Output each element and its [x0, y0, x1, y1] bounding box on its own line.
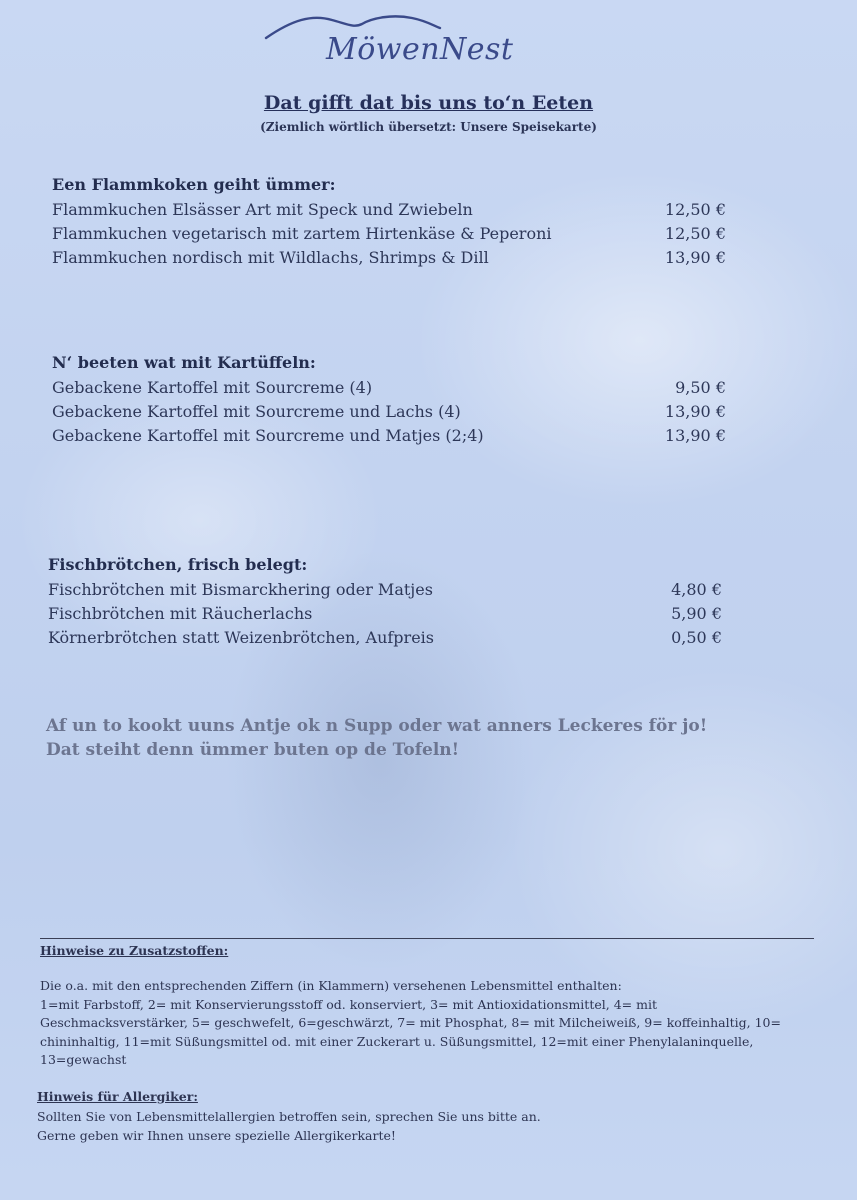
page-title: Dat gifft dat bis uns to‘n Eeten [263, 92, 594, 114]
additives-line: 1=mit Farbstoff, 2= mit Konservierungsstoff od. konserviert, 3= mit Antioxidationsmittel, 4= mit [40, 996, 657, 1012]
menu-item [48, 626, 738, 650]
menu-item-name: Gebackene Kartoffel mit Sourcreme (4) [52, 378, 373, 397]
additives-text [40, 977, 815, 1070]
divider [40, 938, 814, 939]
menu-item-price: 5,90 € [671, 604, 722, 623]
menu-item-name: Flammkuchen nordisch mit Wildlachs, Shrimps & Dill [52, 248, 489, 267]
brand-name: MöwenNest [326, 32, 514, 67]
section-heading: Fischbrötchen, frisch belegt: [48, 555, 308, 574]
menu-item-name: Gebackene Kartoffel mit Sourcreme und Matjes (2;4) [52, 426, 484, 445]
menu-item [52, 198, 742, 222]
menu-item [52, 246, 742, 270]
additives-line: 13=gewachst [40, 1052, 127, 1067]
menu-item-price: 13,90 € [664, 426, 726, 445]
additives-line: Die o.a. mit den entsprechenden Ziffern (in Klammern) versehenen Lebensmittel enthalten: [40, 978, 622, 993]
menu-item-price: 0,50 € [671, 628, 722, 647]
menu-item-price: 12,50 € [664, 224, 726, 243]
allergy-text [37, 1108, 817, 1145]
allergy-line: Sollten Sie von Lebensmittelallergien betroffen sein, sprechen Sie uns bitte an. [37, 1109, 541, 1124]
soup-notice-line: Af un to kookt uuns Antje ok n Supp oder wat anners Leckeres för jo! [46, 716, 708, 736]
menu-item-name: Flammkuchen Elsässer Art mit Speck und Zwiebeln [52, 200, 473, 219]
allergy-line: Gerne geben wir Ihnen unsere spezielle Allergikerkarte! [37, 1127, 396, 1143]
menu-item-price: 9,50 € [675, 378, 726, 397]
additives-heading: Hinweise zu Zusatzstoffen: [40, 943, 229, 958]
menu-item [52, 424, 742, 448]
menu-section-flammkuchen [52, 175, 742, 270]
page-subtitle: (Ziemlich wörtlich übersetzt: Unsere Speisekarte) [260, 120, 597, 134]
section-heading: Een Flammkoken geiht ümmer: [52, 175, 336, 194]
soup-notice-line: Dat steiht denn ümmer buten op de Tofeln! [46, 740, 460, 760]
section-heading: N‘ beeten wat mit Kartüffeln: [52, 353, 316, 372]
menu-item [52, 376, 742, 400]
menu-item [52, 222, 742, 246]
additives-line: chininhaltig, 11=mit Süßungsmittel od. mit einer Zuckerart u. Süßungsmittel, 12=mit einer Phenylalaninquelle, [40, 1033, 754, 1049]
allergy-heading: Hinweis für Allergiker: [37, 1089, 198, 1104]
menu-section-fischbroetchen [48, 555, 738, 650]
menu-item-price: 13,90 € [664, 402, 726, 421]
menu-item-name: Flammkuchen vegetarisch mit zartem Hirtenkäse & Peperoni [52, 224, 552, 243]
menu-item-name: Körnerbrötchen statt Weizenbrötchen, Aufpreis [48, 628, 434, 647]
menu-item-name: Fischbrötchen mit Räucherlachs [48, 604, 313, 623]
menu-item-price: 12,50 € [664, 200, 726, 219]
menu-item-price: 4,80 € [671, 580, 722, 599]
additives-line: Geschmacksverstärker, 5= geschwefelt, 6=geschwärzt, 7= mit Phosphat, 8= mit Milcheiweiß, 9= koffeinhaltig, 10= [40, 1015, 781, 1030]
menu-item-name: Fischbrötchen mit Bismarckhering oder Matjes [48, 580, 433, 599]
menu-item [52, 400, 742, 424]
menu-section-kartoffeln [52, 353, 742, 448]
soup-notice [46, 714, 707, 762]
menu-item [48, 602, 738, 626]
menu-item [48, 578, 738, 602]
menu-item-price: 13,90 € [664, 248, 726, 267]
brand-logo [262, 12, 542, 74]
menu-item-name: Gebackene Kartoffel mit Sourcreme und Lachs (4) [52, 402, 461, 421]
